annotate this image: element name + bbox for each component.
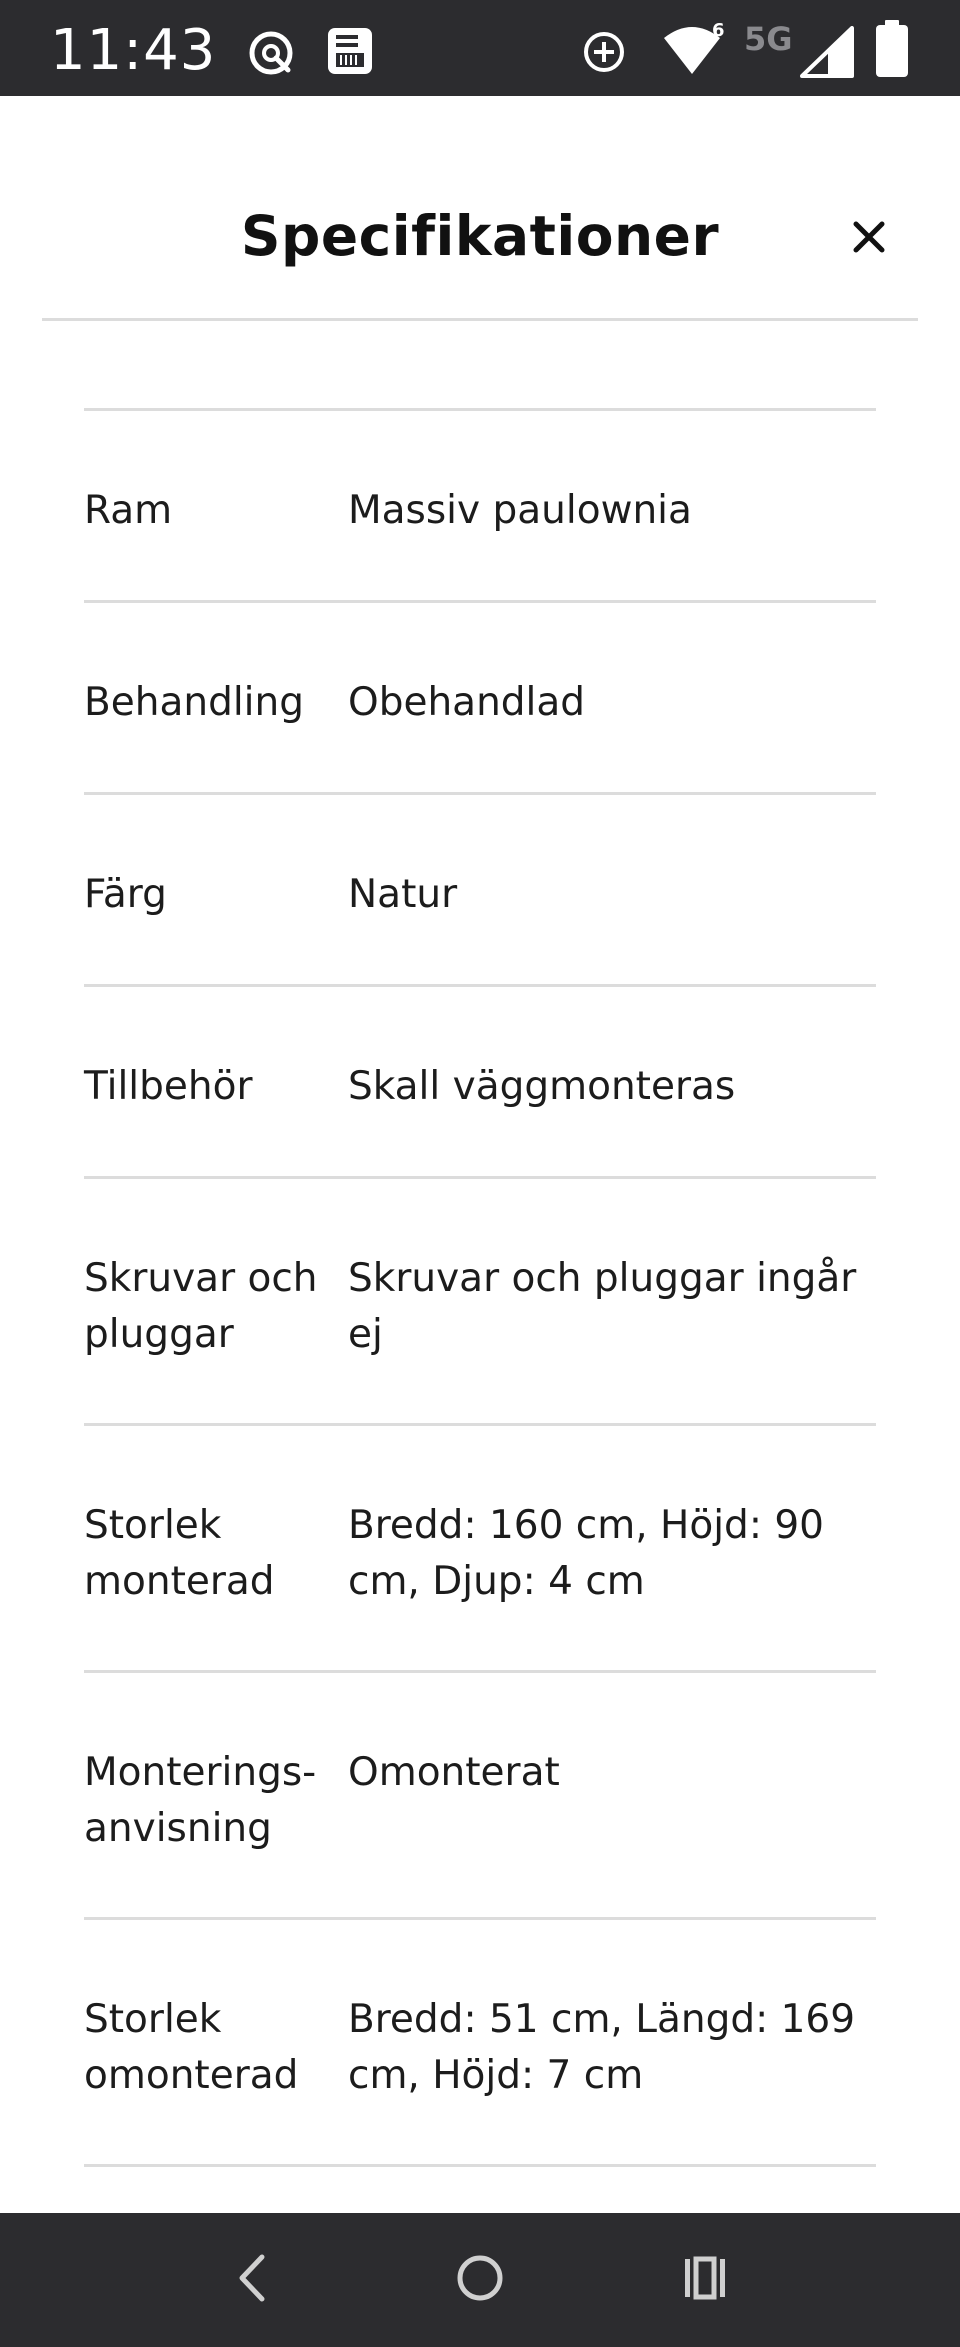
spec-value: Natur [348,872,458,917]
spec-label: Skruvar och pluggar [84,1256,318,1357]
modal-header [0,96,960,321]
spec-value: Massiv paulownia [348,488,692,533]
data-saver-icon [582,30,626,74]
vpn-icon [248,30,294,76]
page-title: Specifikationer [240,204,720,268]
sim-card-icon [326,26,374,76]
spec-row-skruvar [84,1176,876,1423]
home-icon[interactable] [445,2243,515,2313]
spec-value: Skruvar och pluggar ingår ej [348,1256,857,1357]
spec-value: Bredd: 51 cm, Längd: 169 cm, Höjd: 7 cm [348,1997,856,2098]
wifi-icon [662,22,728,78]
list-divider [84,2164,876,2167]
spec-label: Monterings-anvisning [84,1750,317,1851]
spec-value: Obehandlad [348,680,586,725]
spec-label: Färg [84,872,167,917]
status-bar [0,0,960,96]
status-time: 11:43 [50,18,217,83]
spec-label: Behandling [84,680,304,725]
spec-row-behandling [84,600,876,792]
battery-icon [874,20,910,78]
spec-label: Storlek omonterad [84,1997,299,2098]
spec-row-tillbehor [84,984,876,1176]
system-nav-bar [0,2213,960,2347]
network-type-label: 5G [744,20,793,58]
spec-value: Bredd: 160 cm, Höjd: 90 cm, Djup: 4 cm [348,1503,824,1604]
spec-label: Tillbehör [84,1064,253,1109]
recent-apps-icon[interactable] [670,2243,740,2313]
spec-label: Ram [84,488,173,533]
wifi-badge: 6 [712,22,725,41]
back-icon[interactable] [218,2243,288,2313]
spec-row-ram [84,408,876,600]
spec-value: Skall väggmonteras [348,1064,736,1109]
header-divider [42,318,918,321]
spec-label: Storlek monterad [84,1503,275,1604]
spec-value: Omonterat [348,1750,560,1795]
spec-row-storlek-monterad [84,1423,876,1670]
spec-row-farg [84,792,876,984]
close-icon[interactable] [844,212,894,262]
signal-icon [800,26,856,78]
spec-row-monteringsanvisning [84,1670,876,1917]
spec-row-storlek-omonterad [84,1917,876,2164]
spec-list [84,408,876,2167]
